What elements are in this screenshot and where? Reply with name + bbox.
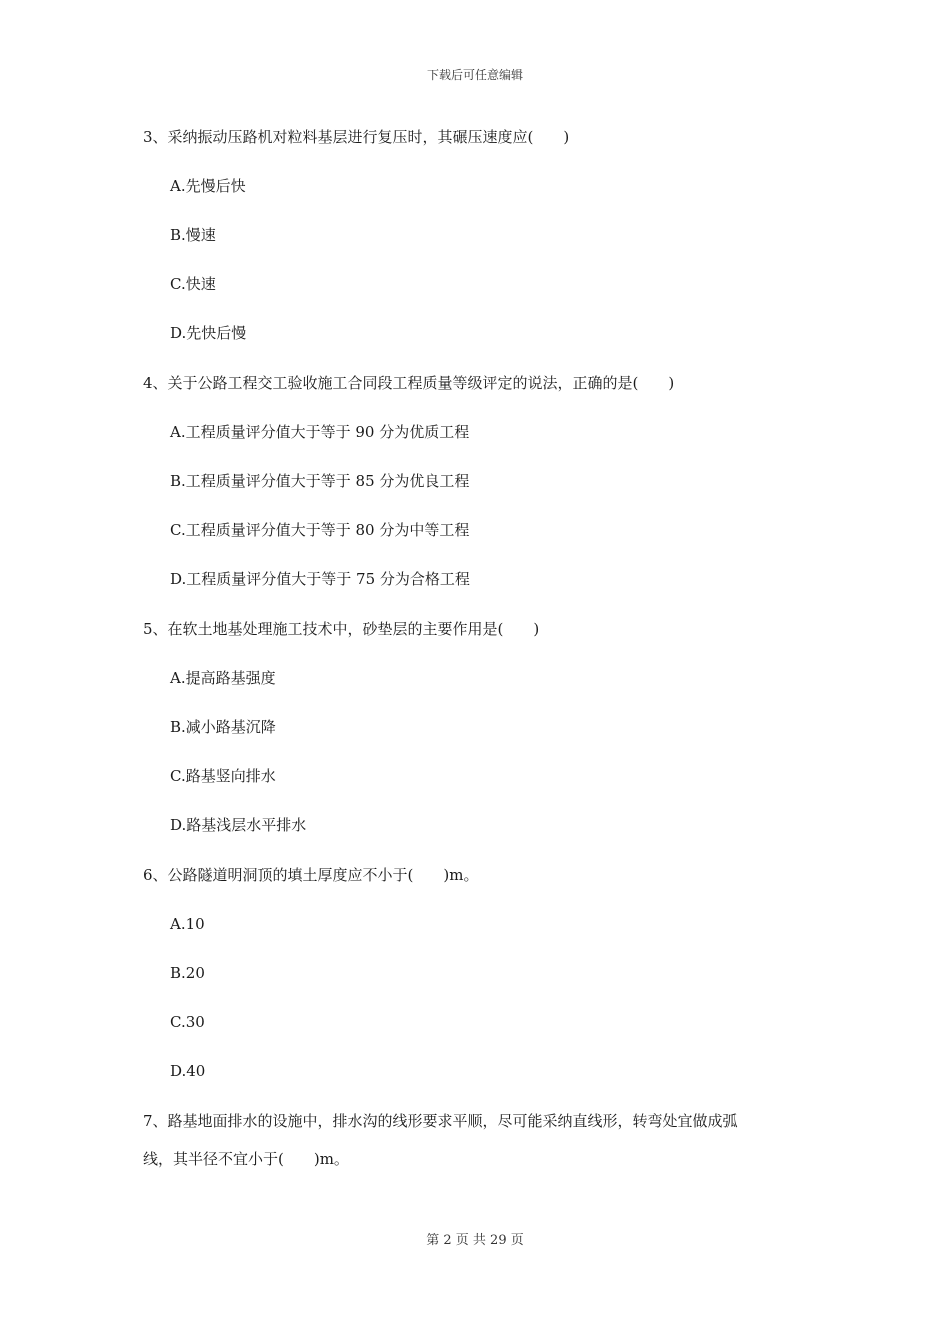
page-header: 下载后可任意编辑 bbox=[426, 68, 523, 82]
question-3-option-d: D.先快后慢 bbox=[170, 324, 247, 342]
question-6: 6、公路隧道明洞顶的填土厚度应不小于( )m。 bbox=[143, 866, 479, 884]
question-5-option-d: D.路基浅层水平排水 bbox=[170, 816, 307, 834]
question-7-continuation: 线，其半径不宜小于( )m。 bbox=[143, 1150, 349, 1168]
question-3: 3、采纳振动压路机对粒料基层进行复压时，其碾压速度应( ) bbox=[143, 128, 570, 146]
question-6-option-c: C.30 bbox=[170, 1013, 205, 1031]
question-4-option-d: D.工程质量评分值大于等于 75 分为合格工程 bbox=[170, 570, 470, 588]
question-4-option-c: C.工程质量评分值大于等于 80 分为中等工程 bbox=[170, 521, 470, 539]
question-4-option-a: A.工程质量评分值大于等于 90 分为优质工程 bbox=[170, 423, 470, 441]
question-4-option-b: B.工程质量评分值大于等于 85 分为优良工程 bbox=[170, 472, 470, 490]
question-3-option-c: C.快速 bbox=[170, 275, 216, 293]
question-5-option-c: C.路基竖向排水 bbox=[170, 767, 276, 785]
question-5-option-a: A.提高路基强度 bbox=[170, 669, 276, 687]
question-7: 7、路基地面排水的设施中，排水沟的线形要求平顺，尽可能采纳直线形，转弯处宜做成弧 bbox=[143, 1112, 738, 1130]
question-5: 5、在软土地基处理施工技术中，砂垫层的主要作用是( ) bbox=[143, 620, 540, 638]
question-4: 4、关于公路工程交工验收施工合同段工程质量等级评定的说法，正确的是( ) bbox=[143, 374, 675, 392]
question-3-option-b: B.慢速 bbox=[170, 226, 216, 244]
question-5-option-b: B.减小路基沉降 bbox=[170, 718, 276, 736]
question-3-option-a: A.先慢后快 bbox=[170, 177, 246, 195]
question-6-option-d: D.40 bbox=[170, 1062, 206, 1080]
page-footer: 第 2 页 共 29 页 bbox=[426, 1233, 524, 1248]
question-6-option-a: A.10 bbox=[170, 915, 205, 933]
question-6-option-b: B.20 bbox=[170, 964, 205, 982]
